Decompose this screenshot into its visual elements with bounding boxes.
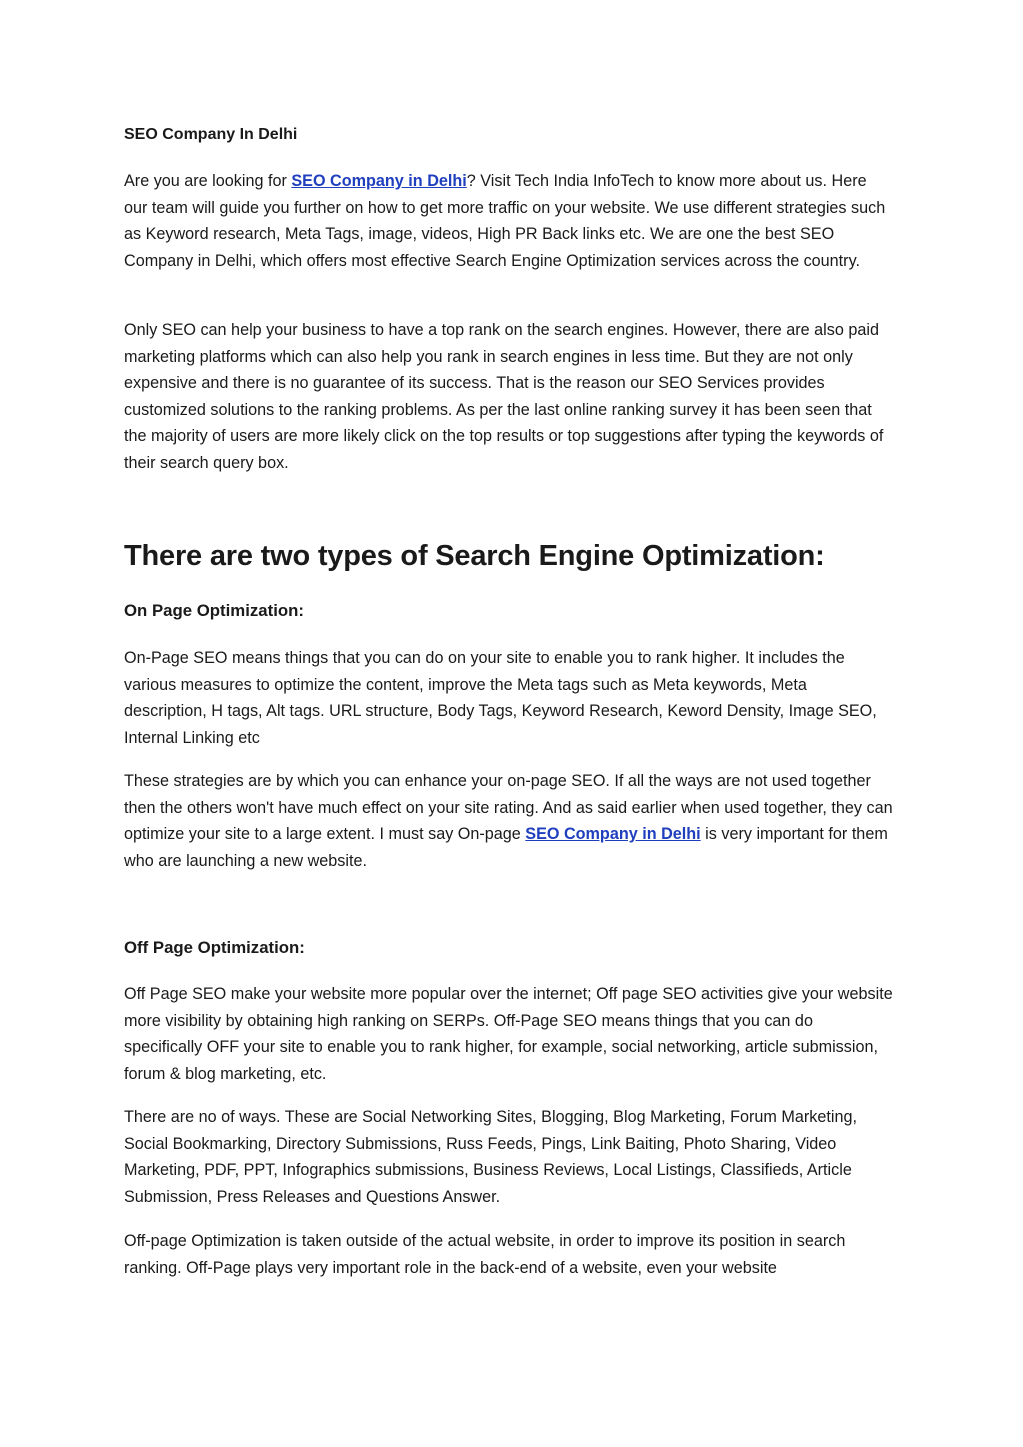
on-page-text-after-link: is very important for them who are launching a new website. (124, 825, 888, 870)
off-page-paragraph-1: Off Page SEO make your website more popular over the internet; Off page SEO activities give your website more visibility by obtaining high ranking on SERPs. Off-Page SEO means things that you can do specifically OFF your site to enable you to rank higher, for example, social networking, article submission, forum & blog marketing, etc. (124, 985, 893, 1083)
on-page-seo-company-link[interactable]: SEO Company in Delhi (525, 825, 701, 844)
seo-ranking-paragraph: Only SEO can help your business to have a top rank on the search engines. However, there are also paid marketing platforms which can also help you rank in search engines in less time. But they are not only expensive and there is no guarantee of its success. That is the reason our SEO Services provides customized solutions to the ranking problems. As per the last online ranking survey it has been seen that the majority of users are more likely click on the top results or top suggestions after typing the keywords of their search query box. (124, 321, 884, 472)
off-page-heading: Off Page Optimization: (124, 938, 305, 957)
main-heading: There are two types of Search Engine Optimization: (124, 540, 825, 572)
intro-text-before-link: Are you are looking for (124, 172, 292, 190)
seo-company-link[interactable]: SEO Company in Delhi (291, 172, 467, 190)
on-page-paragraph-1: On-Page SEO means things that you can do on your site to enable you to rank higher. It includes the various measures to optimize the content, improve the Meta tags such as Meta keywords, Meta description, H tags, Alt tags. URL structure, Body Tags, Keyword Research, Keword Density, Image SEO, Internal Linking etc (124, 649, 877, 747)
on-page-paragraph-2 (124, 768, 894, 874)
off-page-paragraph-2: There are no of ways. These are Social Networking Sites, Blogging, Blog Marketing, Forum Marketing, Social Bookmarking, Directory Submissions, Russ Feeds, Pings, Link Baiting, Photo Sharing, Video Marketing, PDF, PPT, Infographics submissions, Business Reviews, Local Listings, Classifieds, Article Submission, Press Releases and Questions Answer. (124, 1108, 857, 1206)
intro-paragraph (124, 168, 894, 274)
page-title: SEO Company In Delhi (124, 126, 298, 143)
on-page-heading: On Page Optimization: (124, 601, 304, 620)
off-page-paragraph-3: Off-page Optimization is taken outside of the actual website, in order to improve its position in search ranking. Off-Page plays very important role in the back-end of a website, even your website (124, 1232, 846, 1277)
on-page-text-before-link: These strategies are by which you can enhance your on-page SEO. If all the ways are not used together then the others won't have much effect on your site rating. And as said earlier when used together, they can optimize your site to a large extent. I must say On-page (124, 772, 893, 844)
intro-text-after-link: ? Visit Tech India InfoTech to know more about us. Here our team will guide you further on how to get more traffic on your website. We use different strategies such as Keyword research, Meta Tags, image, videos, High PR Back links etc. We are one the best SEO Company in Delhi, which offers most effective Search Engine Optimization services across the country. (124, 172, 886, 270)
